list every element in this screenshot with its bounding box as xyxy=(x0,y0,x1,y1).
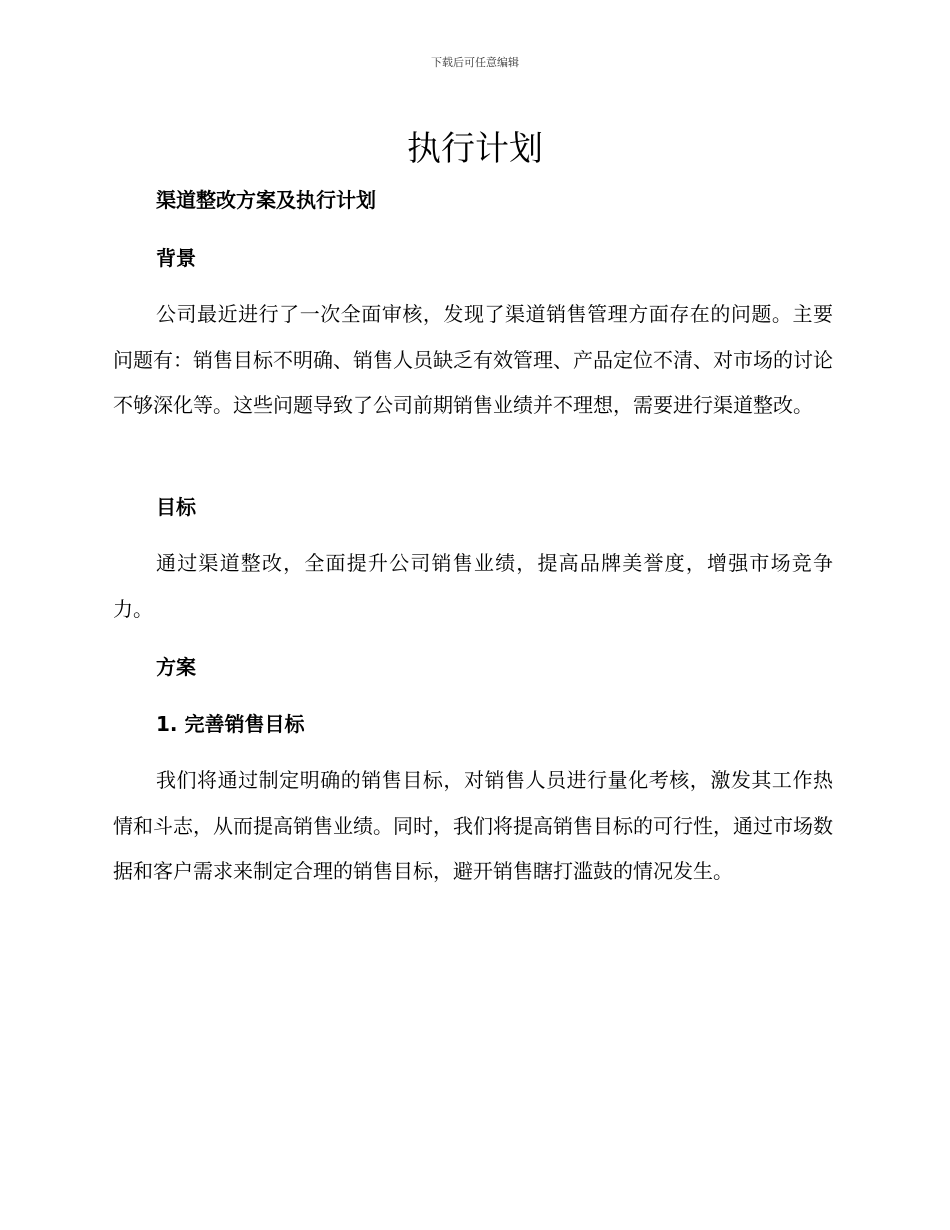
page-title: 执行计划 xyxy=(407,129,543,169)
header-note: 下载后可任意编辑 xyxy=(431,56,519,69)
goal-heading: 目标 xyxy=(156,495,196,519)
background-paragraph: 公司最近进行了一次全面审核，发现了渠道销售管理方面存在的问题。主要问题有：销售目标不明确、销售人员缺乏有效管理、产品定位不清、对市场的讨论不够深化等。这些问题导致了公司前期销售业绩并不理想，需要进行渠道整改。 xyxy=(113,302,833,417)
section-subtitle: 渠道整改方案及执行计划 xyxy=(156,188,376,212)
background-heading: 背景 xyxy=(156,246,196,270)
plan-item-1-paragraph: 我们将通过制定明确的销售目标，对销售人员进行量化考核，激发其工作热情和斗志，从而提高销售业绩。同时，我们将提高销售目标的可行性，通过市场数据和客户需求来制定合理的销售目标，避开销售瞎打滥鼓的情况发生。 xyxy=(113,768,833,883)
plan-heading: 方案 xyxy=(156,655,196,679)
goal-paragraph: 通过渠道整改，全面提升公司销售业绩，提高品牌美誉度，增强市场竞争力。 xyxy=(113,551,833,621)
plan-item-1-heading: 1. 完善销售目标 xyxy=(156,712,305,736)
